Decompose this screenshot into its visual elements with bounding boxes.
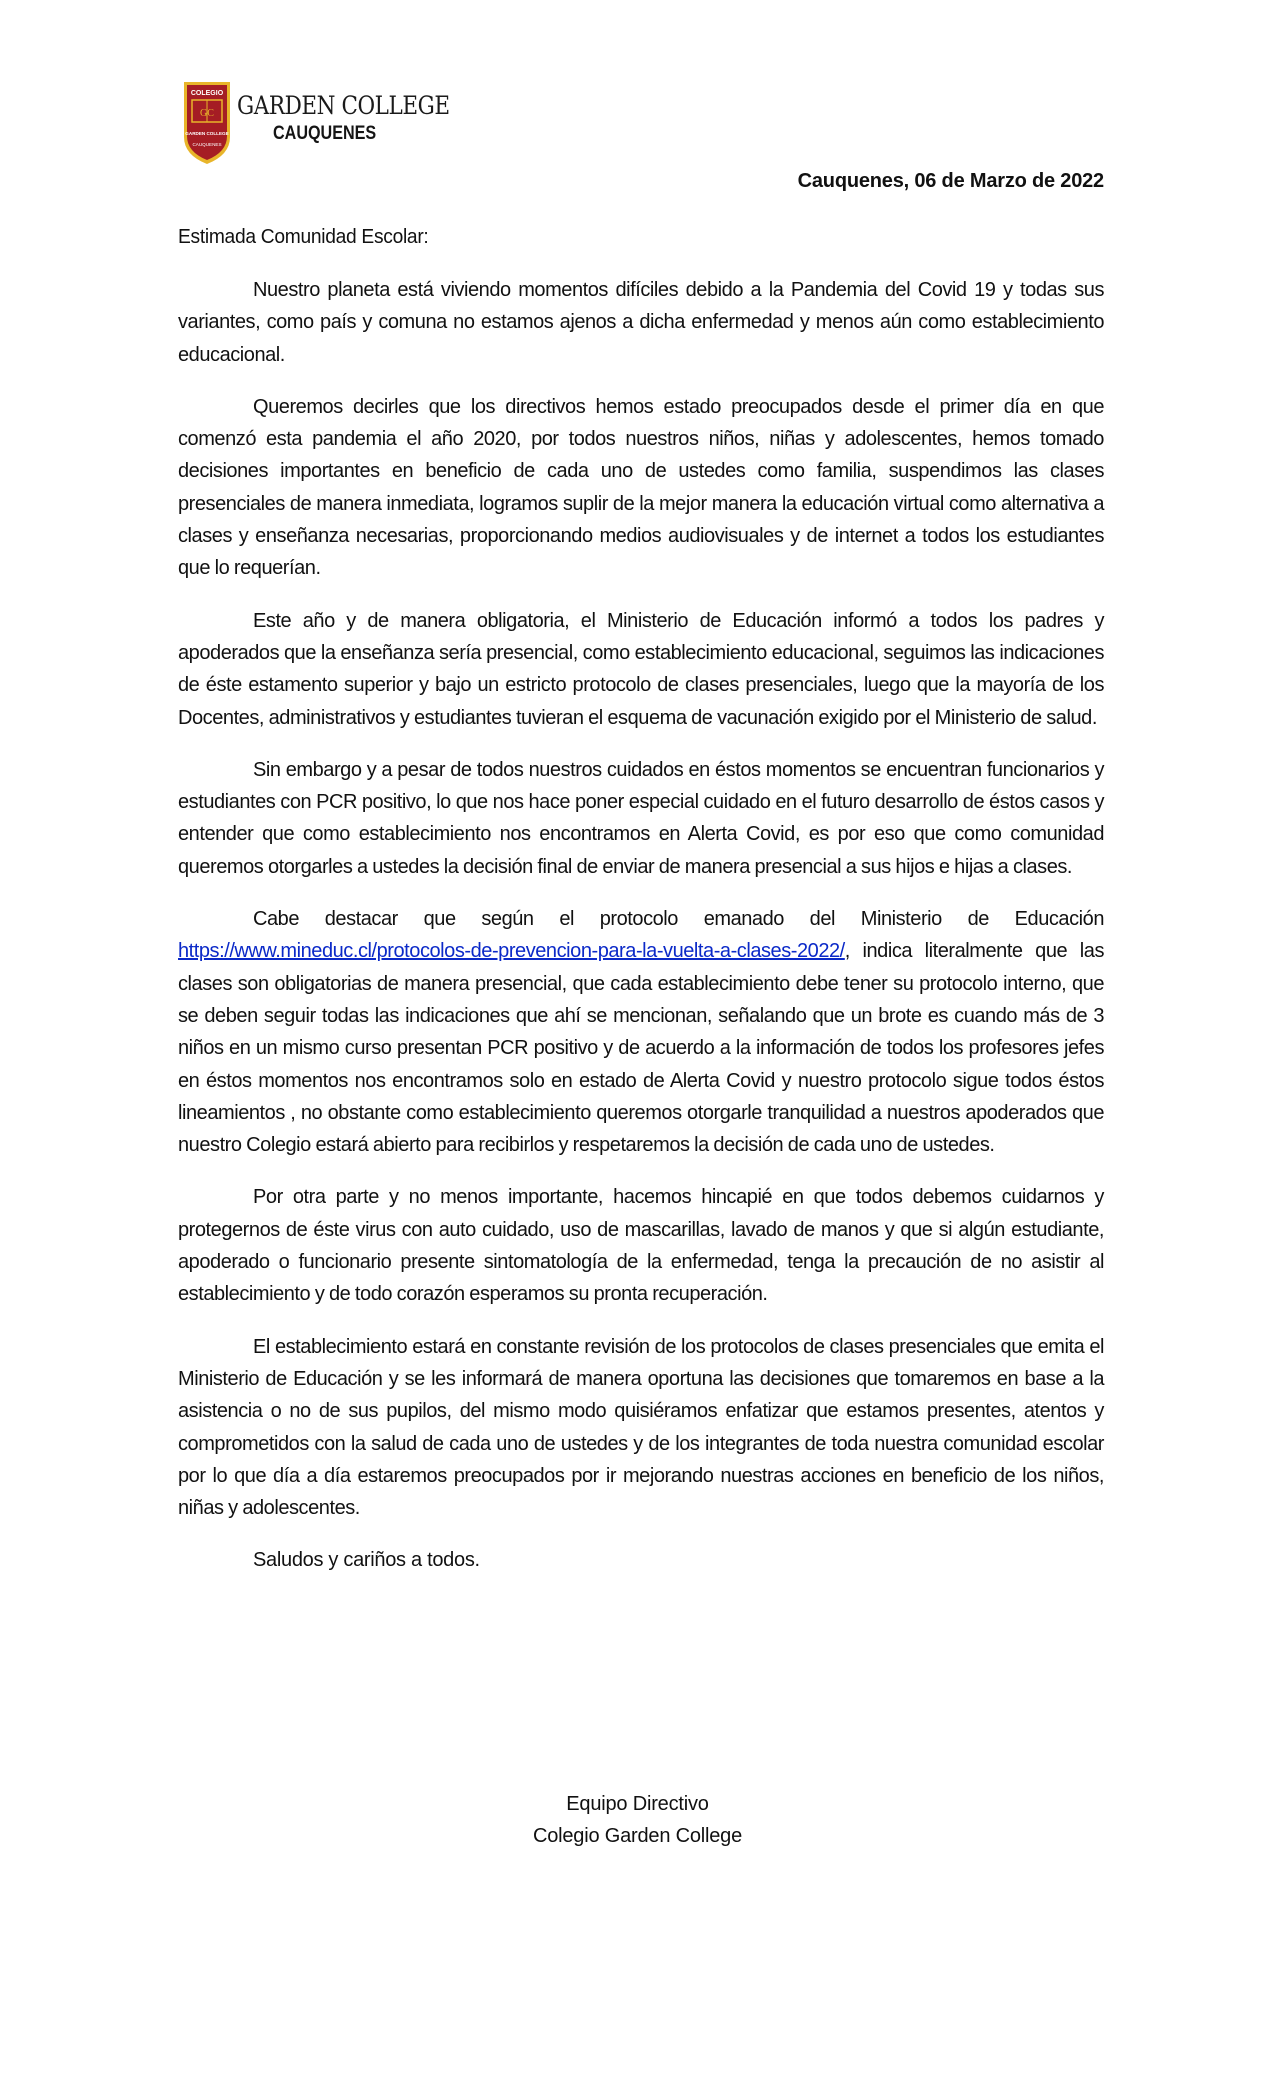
- paragraph: Nuestro planeta está viviendo momentos difíciles debido a la Pandemia del Covid 19 y todas sus variantes, como país y comuna no estamos ajenos a dicha enfermedad y menos aún como establecimiento educacional.: [178, 279, 1104, 366]
- closing-line: Saludos y cariños a todos.: [253, 1549, 480, 1572]
- mineduc-protocol-link[interactable]: https://www.mineduc.cl/protocolos-de-prevencion-para-la-vuelta-a-clases-2022/: [178, 940, 845, 963]
- paragraph-text-before-link: Cabe destacar que según el protocolo emanado del Ministerio de Educación: [253, 908, 1104, 931]
- logo-title: GARDEN COLLEGE: [237, 91, 450, 120]
- crest-text-top: COLEGIO: [190, 90, 224, 97]
- crest-text-bottom: CAUQUENES: [192, 142, 222, 147]
- crest-text-middle: GARDEN COLLEGE: [185, 131, 229, 136]
- paragraph: Este año y de manera obligatoria, el Ministerio de Educación informó a todos los padres y apoderados que la enseñanza sería presencial, como establecimiento educacional, seguimos las indicaciones de éste estamento superior y bajo un estricto protocolo de clases presenciales, luego que la mayoría de los Docentes, administrativos y estudiantes tuvieran el esquema de vacunación exigido por el Ministerio de salud.: [178, 609, 1104, 729]
- paragraph: Queremos decirles que los directivos hemos estado preocupados desde el primer día en que comenzó esta pandemia el año 2020, por todos nuestros niños, niñas y adolescentes, hemos tomado decisiones importantes en beneficio de cada uno de ustedes como familia, suspendimos las clases presenciales de manera inmediata, logramos suplir de la mejor manera la educación virtual como alternativa a clases y enseñanza necesarias, proporcionando medios audiovisuales y de internet a todos los estudiantes que lo requerían.: [178, 395, 1104, 580]
- signature-line-team: Equipo Directivo: [566, 1793, 709, 1815]
- paragraph-with-link: [178, 903, 1104, 1161]
- salutation: Estimada Comunidad Escolar:: [178, 226, 429, 248]
- logo-subtitle: CAUQUENES: [273, 123, 377, 144]
- date-line: Cauquenes, 06 de Marzo de 2022: [797, 170, 1104, 192]
- school-crest-icon: [181, 79, 233, 167]
- signature-block: [0, 1788, 1275, 1852]
- school-logo: [181, 79, 450, 171]
- crest-initials: GC: [200, 108, 214, 119]
- letter-body: [178, 221, 1104, 1576]
- paragraph: Sin embargo y a pesar de todos nuestros cuidados en éstos momentos se encuentran funcionarios y estudiantes con PCR positivo, lo que nos hace poner especial cuidado en el futuro desarrollo de éstos casos y entender que como establecimiento nos encontramos en Alerta Covid, es por eso que como comunidad queremos otorgarles a ustedes la decisión final de enviar de manera presencial a sus hijos e hijas a clases.: [178, 758, 1104, 878]
- paragraph: Por otra parte y no menos importante, hacemos hincapié en que todos debemos cuidarnos y protegernos de éste virus con auto cuidado, uso de mascarillas, lavado de manos y que si algún estudiante, apoderado o funcionario presente sintomatología de la enfermedad, tenga la precaución de no asistir al establecimiento y de todo corazón esperamos su pronta recuperación.: [178, 1186, 1104, 1306]
- paragraph-text-after-link: , indica literalmente que las clases son obligatorias de manera presencial, que cada establecimiento debe tener su protocolo interno, que se deben seguir todas las indicaciones que ahí se mencionan, señalando que un brote es cuando más de 3 niños en un mismo curso presentan PCR positivo y de acuerdo a la información de todos los profesores jefes en éstos momentos nos encontramos solo en estado de Alerta Covid y nuestro protocolo sigue todos éstos lineamientos , no obstante como establecimiento queremos otorgarle tranquilidad a nuestros apoderados que nuestro Colegio estará abierto para recibirlos y respetaremos la decisión de cada uno de ustedes.: [178, 940, 1104, 1157]
- signature-line-school: Colegio Garden College: [532, 1825, 743, 1847]
- paragraph: El establecimiento estará en constante revisión de los protocolos de clases presenciales que emita el Ministerio de Educación y se les informará de manera oportuna las decisiones que tomaremos en base a la asistencia o no de sus pupilos, del mismo modo quisiéramos enfatizar que estamos presentes, atentos y comprometidos con la salud de cada uno de ustedes y de los integrantes de toda nuestra comunidad escolar por lo que día a día estaremos preocupados por ir mejorando nuestras acciones en beneficio de los niños, niñas y adolescentes.: [178, 1335, 1104, 1520]
